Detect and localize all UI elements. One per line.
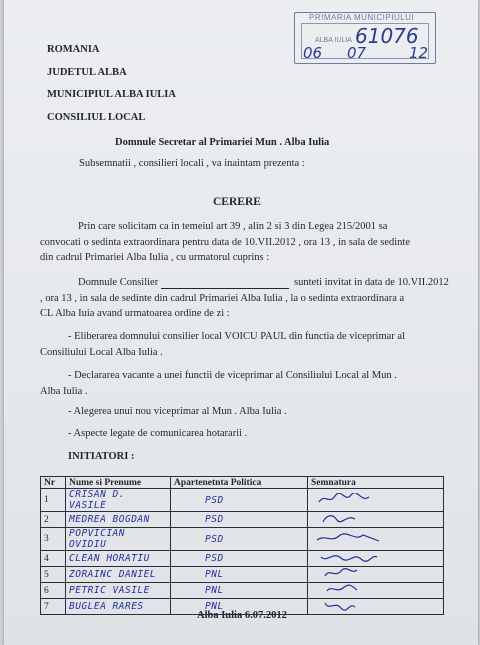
- stamp-registration-number: 61076: [355, 24, 419, 48]
- councillor-name-blank: [161, 288, 289, 289]
- signature-scribble-icon: [311, 551, 381, 563]
- document-title: CERERE: [213, 196, 261, 208]
- header-county: JUDETUL ALBA: [47, 67, 127, 78]
- stamp-title: PRIMARIA MUNICIPIULUI: [309, 13, 415, 22]
- stamp-year: 12: [409, 44, 429, 62]
- agenda-item: - Eliberarea domnului consilier local VOICU PAUL din functia de viceprimar al: [68, 331, 405, 342]
- row-number: 5: [41, 567, 66, 583]
- table-header-row: [41, 477, 444, 489]
- signature-scribble-icon: [311, 532, 381, 544]
- political-party: PNL: [171, 599, 308, 615]
- document-page: [4, 0, 478, 645]
- agenda-item: Alba Iulia .: [40, 386, 88, 397]
- table-row: [41, 512, 444, 528]
- table-row: [41, 489, 444, 512]
- political-party: PSD: [171, 528, 308, 551]
- initiator-name: CLEAN HORATIU: [66, 551, 171, 567]
- political-party: PSD: [171, 489, 308, 512]
- row-number: 4: [41, 551, 66, 567]
- political-party: PSD: [171, 512, 308, 528]
- header-municipality: MUNICIPIUL ALBA IULIA: [47, 89, 176, 100]
- signature-mark: [308, 512, 444, 528]
- political-party: PNL: [171, 583, 308, 599]
- signature-scribble-icon: [311, 567, 371, 579]
- row-number: 3: [41, 528, 66, 551]
- intro-text: Subsemnatii , consilieri locali , va inaintam prezenta :: [79, 158, 305, 169]
- row-number: 1: [41, 489, 66, 512]
- row-number: 7: [41, 599, 66, 615]
- invitation-prefix: Domnule Consilier: [78, 277, 159, 288]
- paragraph-line: convocati o sedinta extraordinara pentru data de 10.VII.2012 , ora 13 , in sala de sedinte: [40, 237, 410, 248]
- initiator-name: MEDREA BOGDAN: [66, 512, 171, 528]
- invitation-line: CL Alba Iuia avand urmatoarea ordine de zi :: [40, 308, 230, 319]
- invitation-suffix: sunteti invitat in data de 10.VII.2012: [294, 277, 449, 288]
- signature-mark: [308, 551, 444, 567]
- paragraph-line: din cadrul Primariei Alba Iulia , cu urmatorul cuprins :: [40, 252, 270, 263]
- initiators-label: INITIATORI :: [68, 451, 135, 462]
- agenda-item: - Aspecte legate de comunicarea hotararii .: [68, 428, 248, 439]
- signature-scribble-icon: [311, 512, 371, 524]
- initiator-name: PETRIC VASILE: [66, 583, 171, 599]
- stamp-reg: ALBA IULIA: [315, 37, 352, 44]
- table-row: [41, 551, 444, 567]
- column-header: Nume si Prenume: [66, 477, 171, 489]
- initiator-name: ZORAINC DANIEL: [66, 567, 171, 583]
- paragraph-line: Prin care solicitam ca in temeiul art 39 , alin 2 si 3 din Legea 215/2001 sa: [78, 221, 388, 232]
- table-row: [41, 528, 444, 551]
- signature-scribble-icon: [311, 493, 371, 505]
- signature-mark: [308, 489, 444, 512]
- table-row: [41, 583, 444, 599]
- invitation-line: , ora 13 , in sala de sedinte din cadrul Primariei Alba Iulia , la o sedinta extraordinara a: [40, 293, 405, 304]
- signature-mark: [308, 599, 444, 615]
- addressee: Domnule Secretar al Primariei Mun . Alba Iulia: [115, 137, 330, 148]
- header-council: CONSILIUL LOCAL: [47, 112, 146, 123]
- column-header: Semnatura: [308, 477, 444, 489]
- signature-mark: [308, 567, 444, 583]
- footer-place-date: Alba Iulia 6.07.2012: [197, 610, 287, 621]
- registration-stamp: [294, 12, 436, 64]
- political-party: PNL: [171, 567, 308, 583]
- table-row: [41, 567, 444, 583]
- header-country: ROMANIA: [47, 44, 100, 55]
- agenda-item: Consiliului Local Alba Iulia .: [40, 347, 163, 358]
- political-party: PSD: [171, 551, 308, 567]
- column-header: Apartenetnta Politica: [171, 477, 308, 489]
- signature-mark: [308, 528, 444, 551]
- signature-mark: [308, 583, 444, 599]
- signature-scribble-icon: [311, 599, 371, 611]
- initiator-name: BUGLEA RARES: [66, 599, 171, 615]
- stamp-day: 06: [303, 44, 323, 62]
- initiator-name: CRISAN D. VASILE: [66, 489, 171, 512]
- column-header: Nr: [41, 477, 66, 489]
- row-number: 6: [41, 583, 66, 599]
- row-number: 2: [41, 512, 66, 528]
- agenda-item: - Alegerea unui nou viceprimar al Mun . Alba Iulia .: [68, 406, 287, 417]
- signature-scribble-icon: [311, 583, 371, 595]
- initiators-table: [40, 476, 444, 615]
- agenda-item: - Declararea vacante a unei functii de viceprimar al Consiliului Local al Mun .: [68, 370, 397, 381]
- stamp-month: 07: [347, 44, 367, 62]
- initiator-name: POPVICIAN OVIDIU: [66, 528, 171, 551]
